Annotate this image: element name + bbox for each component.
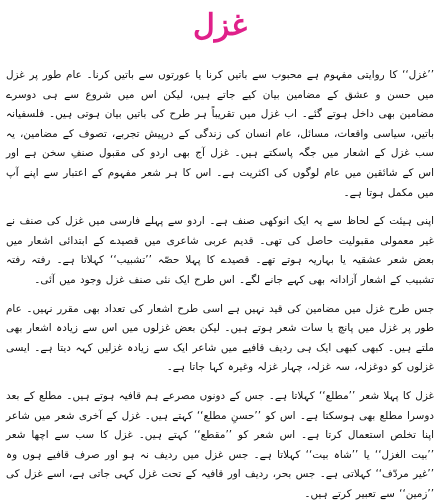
paragraph-3: جس طرح غزل میں مضامین کی قید نہیں ہے اسی طرح اشعار کی تعداد بھی مقرر نہیں۔ عام طور پر غزل میں پانچ یا سات شعر ہوتے ہیں۔ لیکن بعض غزلوں میں اس سے زیادہ اشعار بھی ملتے ہیں۔ کبھی کبھی ایک ہی ردیف قافیے میں شاعر ایک سے زیادہ غزلیں کہہ دیتا ہے۔ ایسی غزلوں کو دوغزلہ، سہ غزلہ، چہار غزلہ وغیرہ کہا جاتا ہے۔	[6, 302, 434, 374]
paragraph-1: ’’غزل‘‘ کا روایتی مفہوم ہے محبوب سے باتیں کرنا یا عورتوں سے باتیں کرنا۔ عام طور پر غزل میں حسن و عشق کے مضامین بیان کیے جاتے ہیں، لیکن اس میں شروع سے ہی دوسرے مضامین بھی داخل ہوتے گئے۔ اب غزل میں تقریباً ہر طرح کی باتیں بیان ہوتی ہیں۔ فلسفیانہ باتیں، سیاسی واقعات، مسائل، عام انسان کی زندگی کے درپیش تجربے، تصوف کے مضامین، یہ سب غزل کے اشعار میں جگہ پاسکتے ہیں۔ غزل آج بھی اردو کی مقبول صنفِ سخن ہے اور اس کے شائقین میں عام لوگوں کی اکثریت ہے۔ اس کا ہر شعر مفہوم کے اعتبار سے اپنے آپ میں مکمل ہوتا ہے۔	[6, 69, 434, 199]
page-title: غزل	[192, 8, 248, 43]
paragraph-4: غزل کا پہلا شعر ’’مطلع‘‘ کہلاتا ہے۔ جس کے دونوں مصرعے ہم قافیہ ہوتے ہیں۔ مطلع کے بعد دوسرا مطلع بھی ہوسکتا ہے۔ اس کو ’’حسنِ مطلع‘‘ کہتے ہیں۔ غزل کے آخری شعر میں شاعر اپنا تخلص استعمال کرتا ہے۔ اس شعر کو ’’مقطع‘‘ کہتے ہیں۔ غزل کا سب سے اچھا شعر ’’بیت الغزل‘‘ یا ’’شاہ بیت‘‘ کہلاتا ہے۔ جس غزل میں ردیف نہ ہو اور صرف قافیے ہوں وہ ’’غیر مردّف‘‘ کہلاتی ہے۔ جس بحر، ردیف اور قافیہ کے تحت غزل کہی جاتی ہے، اسے غزل کی ’’زمین‘‘ سے تعبیر کرتے ہیں۔	[6, 389, 434, 500]
paragraph-2: اپنی ہیئت کے لحاظ سے یہ ایک انوکھی صنف ہے۔ اردو سے پہلے فارسی میں غزل کی صنف نے غیر معمولی مقبولیت حاصل کی تھی۔ قدیم عربی شاعری میں قصیدے کے ابتدائی اشعار میں بعض شعر عشقیہ یا بہاریہ ہوتے تھے۔ قصیدے کا پہلا حصّہ ’’تشبیب‘‘ کہلاتا ہے۔ رفتہ رفتہ تشبیب کے اشعار آزادانہ بھی کہے جانے لگے۔ اس طرح ایک نئی صنف غزل وجود میں آئی۔	[6, 215, 434, 286]
